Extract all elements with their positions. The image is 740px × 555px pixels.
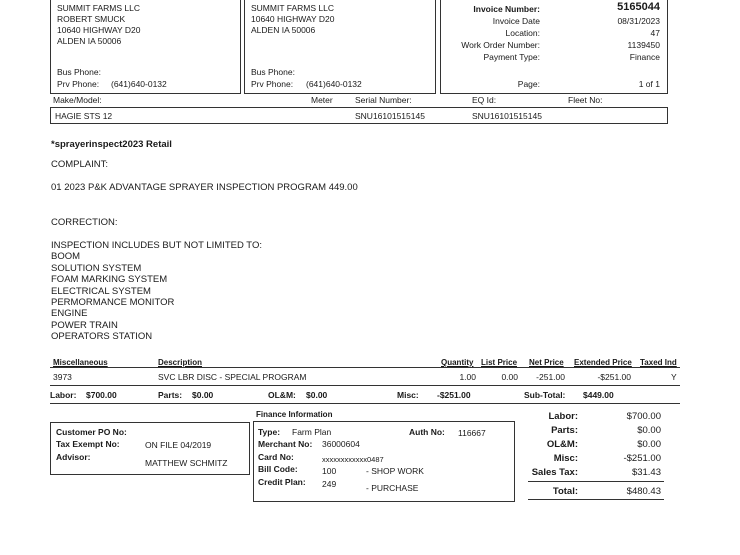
complaint-text: 01 2023 P&K ADVANTAGE SPRAYER INSPECTION PROGRAM 449.00 <box>51 182 358 193</box>
subtotal-labor-label: Labor: <box>50 390 77 400</box>
merchant-label: Merchant No: <box>258 439 313 449</box>
col-header-quantity: Quantity <box>441 358 474 367</box>
total-sales-tax: $31.43 <box>631 467 661 478</box>
ship-to-prv-phone: (641)640-0132 <box>306 79 362 89</box>
misc-taxed-ind: Y <box>671 372 677 382</box>
col-header-miscellaneous: Miscellaneous <box>53 358 108 367</box>
invoice-date-label: Invoice Date <box>492 16 540 26</box>
bill-to-prv-phone: (641)640-0132 <box>111 79 167 89</box>
payment-type: Finance <box>629 52 660 62</box>
location: 47 <box>650 28 660 38</box>
job-title: *sprayerinspect2023 Retail <box>51 139 172 150</box>
total-misc: -$251.00 <box>623 453 661 464</box>
subtotal-rule-top <box>50 385 680 386</box>
total-labor: $700.00 <box>626 411 661 422</box>
total-olm: $0.00 <box>637 439 661 450</box>
work-order-label: Work Order Number: <box>461 40 540 50</box>
total-sales-tax-label: Sales Tax: <box>531 467 578 478</box>
auth-label: Auth No: <box>409 427 445 437</box>
total-olm-label: OL&M: <box>546 439 578 450</box>
correction-line: OPERATORS STATION <box>51 331 153 343</box>
misc-list-price: 0.00 <box>501 372 518 382</box>
bill-to-company: SUMMIT FARMS LLC <box>57 3 140 13</box>
complaint-label: COMPLAINT: <box>51 159 109 170</box>
misc-extended-price: -$251.00 <box>597 372 631 382</box>
meter-label: Meter <box>311 95 333 105</box>
advisor-label: Advisor: <box>56 452 91 462</box>
correction-line: BOOM <box>51 251 81 263</box>
ship-to-prv-phone-label: Prv Phone: <box>251 79 294 89</box>
subtotal-misc: -$251.00 <box>437 390 471 400</box>
correction-line: POWER TRAIN <box>51 319 118 331</box>
merchant-number: 36000604 <box>322 439 360 449</box>
misc-code: 3973 <box>53 372 72 382</box>
credit-plan: 249 <box>322 479 337 489</box>
total-parts-label: Parts: <box>551 425 578 436</box>
col-header-taxed-ind: Taxed Ind <box>640 358 677 367</box>
finance-type: Farm Plan <box>292 427 332 437</box>
correction-line: PERMORMANCE MONITOR <box>51 297 175 309</box>
misc-net-price: -251.00 <box>536 372 565 382</box>
subtotal-parts: $0.00 <box>192 390 214 400</box>
bill-to-bus-phone-label: Bus Phone: <box>57 67 101 77</box>
misc-quantity: 1.00 <box>459 372 476 382</box>
customer-po-label: Customer PO No: <box>56 427 127 437</box>
ship-to-bus-phone-label: Bus Phone: <box>251 67 295 77</box>
advisor-name: MATTHEW SCHMITZ <box>145 458 228 468</box>
card-number: xxxxxxxxxxxx0487 <box>322 455 384 464</box>
ship-to-address1: 10640 HIGHWAY D20 <box>251 14 335 24</box>
bill-to-name: ROBERT SMUCK <box>57 14 126 24</box>
table-rule <box>50 367 680 368</box>
card-label: Card No: <box>258 452 294 462</box>
invoice-number-label: Invoice Number: <box>473 4 540 14</box>
subtotal-label: Sub-Total: <box>524 390 566 400</box>
eq-id-label: EQ Id: <box>472 95 497 105</box>
subtotal-rule-bottom <box>50 403 680 404</box>
total-misc-label: Misc: <box>553 453 578 464</box>
finance-title: Finance Information <box>256 410 333 419</box>
serial-number: SNU16101515145 <box>355 111 425 121</box>
location-label: Location: <box>505 28 540 38</box>
finance-type-label: Type: <box>258 427 281 437</box>
work-order: 1139450 <box>627 40 660 50</box>
col-header-list-price: List Price <box>481 358 518 367</box>
credit-plan-desc: - PURCHASE <box>366 483 419 493</box>
col-header-extended-price: Extended Price <box>574 358 632 367</box>
make-model: HAGIE STS 12 <box>55 111 113 121</box>
subtotal-labor: $700.00 <box>86 390 117 400</box>
tax-exempt-label: Tax Exempt No: <box>56 439 120 449</box>
col-header-net-price: Net Price <box>529 358 564 367</box>
total-labor-label: Labor: <box>548 411 578 422</box>
total-rule-bottom <box>528 499 664 500</box>
correction-line: FOAM MARKING SYSTEM <box>51 274 168 286</box>
tax-exempt-value: ON FILE 04/2019 <box>145 440 212 450</box>
credit-plan-label: Credit Plan: <box>258 477 306 487</box>
bill-code-label: Bill Code: <box>258 464 298 474</box>
correction-line: ENGINE <box>51 308 88 320</box>
correction-label: CORRECTION: <box>51 217 118 228</box>
subtotal-amount: $449.00 <box>583 390 614 400</box>
fleet-no-label: Fleet No: <box>568 95 603 105</box>
invoice-date: 08/31/2023 <box>617 16 660 26</box>
bill-code: 100 <box>322 466 337 476</box>
grand-total-label: Total: <box>552 486 578 497</box>
bill-to-address2: ALDEN IA 50006 <box>57 36 122 46</box>
serial-number-label: Serial Number: <box>355 95 412 105</box>
col-header-description: Description <box>158 358 203 367</box>
subtotal-olm: $0.00 <box>306 390 328 400</box>
correction-line: SOLUTION SYSTEM <box>51 262 142 274</box>
page-number: 1 of 1 <box>638 79 660 89</box>
subtotal-misc-label: Misc: <box>397 390 419 400</box>
payment-type-label: Payment Type: <box>483 52 540 62</box>
correction-list <box>51 240 262 343</box>
subtotal-olm-label: OL&M: <box>268 390 296 400</box>
misc-description: SVC LBR DISC - SPECIAL PROGRAM <box>158 372 307 382</box>
ship-to-company: SUMMIT FARMS LLC <box>251 3 334 13</box>
auth-number: 116667 <box>458 428 486 438</box>
ship-to-address2: ALDEN IA 50006 <box>251 25 316 35</box>
page-label: Page: <box>517 79 540 89</box>
invoice-number: 5165044 <box>617 1 660 13</box>
grand-total: $480.43 <box>626 486 661 497</box>
subtotal-parts-label: Parts: <box>158 390 183 400</box>
total-parts: $0.00 <box>637 425 661 436</box>
eq-id: SNU16101515145 <box>472 111 542 121</box>
bill-code-desc: - SHOP WORK <box>366 466 424 476</box>
total-rule <box>528 481 664 482</box>
bill-to-address1: 10640 HIGHWAY D20 <box>57 25 141 35</box>
bill-to-prv-phone-label: Prv Phone: <box>57 79 100 89</box>
correction-line: ELECTRICAL SYSTEM <box>51 285 151 297</box>
correction-line: INSPECTION INCLUDES BUT NOT LIMITED TO: <box>51 240 262 251</box>
make-model-label: Make/Model: <box>53 95 102 105</box>
